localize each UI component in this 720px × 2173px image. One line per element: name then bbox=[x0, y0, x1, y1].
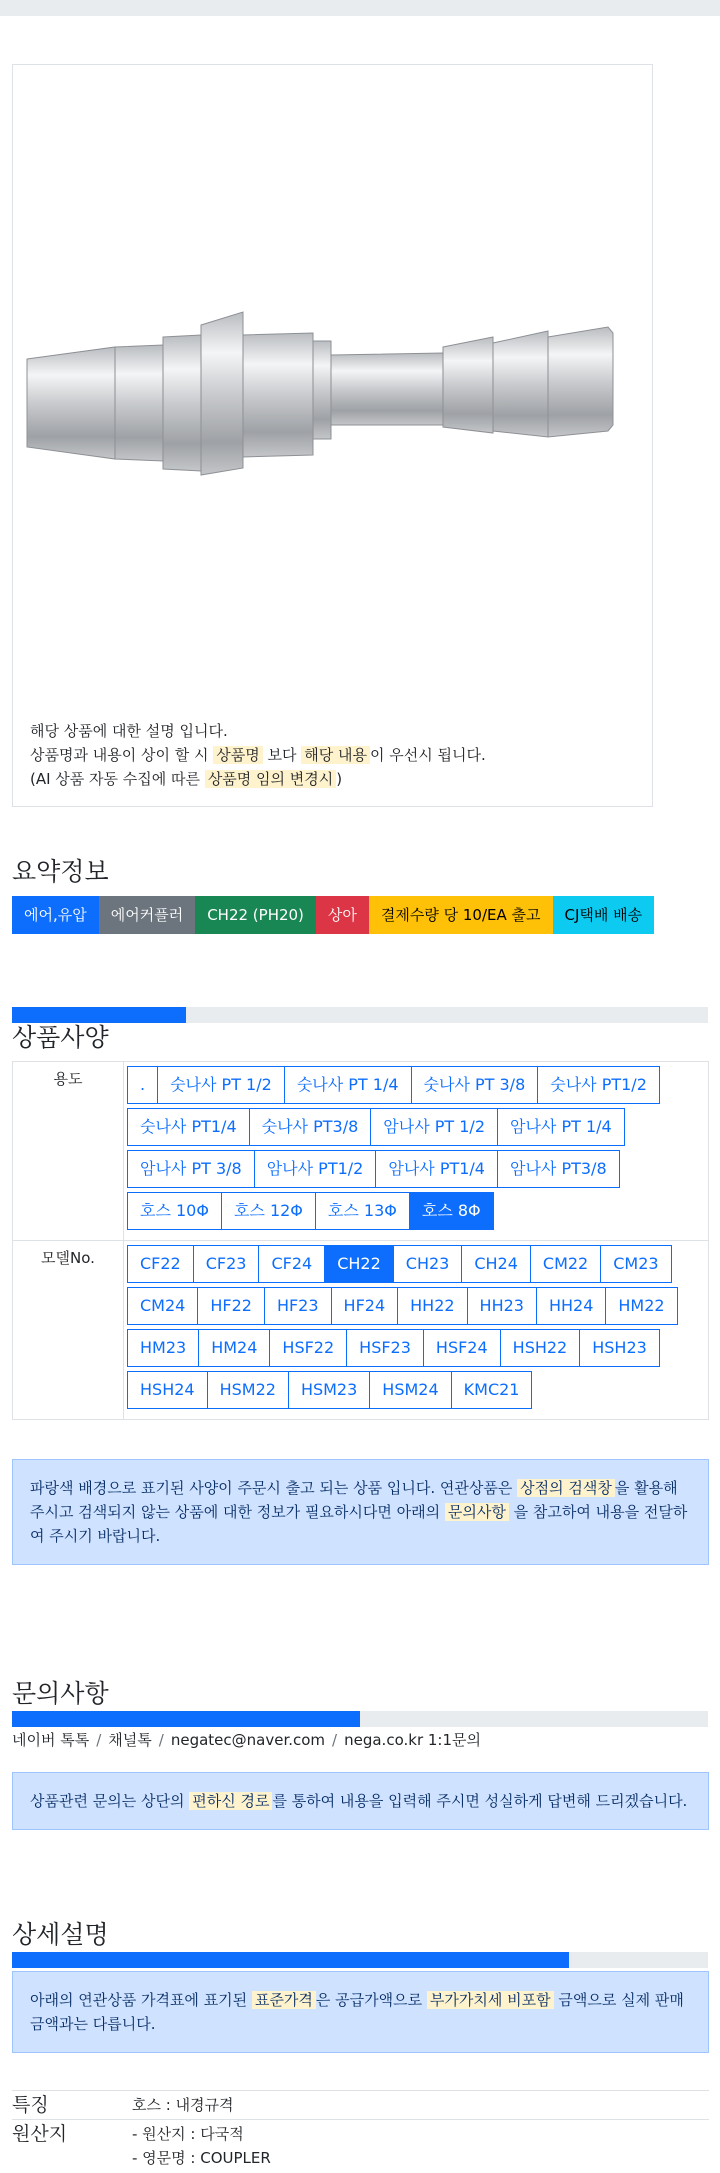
spec-option[interactable]: 숫나사 PT1/4 bbox=[127, 1108, 250, 1146]
spec-option[interactable]: HSH22 bbox=[500, 1329, 581, 1367]
spec-option[interactable]: CH24 bbox=[461, 1245, 531, 1283]
spec-option[interactable]: 숫나사 PT 1/2 bbox=[157, 1066, 285, 1104]
spec-option[interactable]: CM23 bbox=[600, 1245, 671, 1283]
inquiry-alert: 상품관련 문의는 상단의 편하신 경로 를 통하여 내용을 입력해 주시면 성실하게 답변해 드리겠습니다. bbox=[12, 1772, 709, 1830]
spec-option[interactable]: HH23 bbox=[467, 1287, 537, 1325]
spec-option[interactable]: 숫나사 PT 1/4 bbox=[284, 1066, 412, 1104]
inquiry-link[interactable]: negatec@naver.com bbox=[170, 1731, 326, 1749]
summary-heading: 요약정보 bbox=[12, 857, 109, 886]
inquiry-link[interactable]: nega.co.kr 1:1문의 bbox=[344, 1731, 481, 1749]
spec-option[interactable]: 호스 13Φ bbox=[315, 1192, 410, 1230]
spec-option[interactable]: HF23 bbox=[264, 1287, 332, 1325]
spec-option[interactable]: KMC21 bbox=[451, 1371, 533, 1409]
product-notice bbox=[30, 719, 486, 791]
link-separator: / bbox=[158, 1731, 164, 1749]
notice-line-2: 상품명과 내용이 상이 할 시 상품명 보다 해당 내용 이 우선시 됩니다. bbox=[30, 746, 486, 764]
spec-option[interactable]: HSM24 bbox=[369, 1371, 451, 1409]
summary-badges bbox=[12, 896, 654, 934]
spec-option[interactable]: HSH23 bbox=[579, 1329, 660, 1367]
spec-option[interactable]: CM22 bbox=[530, 1245, 601, 1283]
spec-table bbox=[12, 1061, 709, 1420]
link-separator: / bbox=[96, 1731, 102, 1749]
spec-option[interactable]: HSF24 bbox=[423, 1329, 501, 1367]
summary-badge: 에어,유압 bbox=[12, 896, 99, 934]
spec-option[interactable]: 호스 10Φ bbox=[127, 1192, 222, 1230]
feature-value-line: 호스 : 내경규격 bbox=[132, 2096, 234, 2114]
feature-row bbox=[12, 2119, 709, 2170]
spec-option[interactable]: HSF22 bbox=[269, 1329, 347, 1367]
summary-badge: CJ택배 배송 bbox=[553, 896, 655, 934]
spec-option[interactable]: HSH24 bbox=[127, 1371, 208, 1409]
spec-option[interactable]: CF24 bbox=[258, 1245, 325, 1283]
product-image bbox=[13, 65, 652, 705]
spec-label: 모델No. bbox=[13, 1241, 124, 1420]
inquiry-links bbox=[12, 1729, 481, 1750]
highlight-text: 해당 내용 bbox=[301, 746, 370, 764]
spec-option[interactable]: HSM22 bbox=[207, 1371, 289, 1409]
feature-row bbox=[12, 2090, 709, 2119]
highlight-text: 표준가격 bbox=[252, 1991, 316, 2009]
summary-badge: 에어커플러 bbox=[99, 896, 195, 934]
notice-line-1: 해당 상품에 대한 설명 입니다. bbox=[30, 722, 228, 740]
spec-option[interactable]: 암나사 PT 3/8 bbox=[127, 1150, 255, 1188]
feature-key: 원산지 bbox=[12, 2123, 68, 2145]
product-card bbox=[12, 64, 653, 807]
spec-option[interactable]: 암나사 PT1/4 bbox=[375, 1150, 498, 1188]
spec-progress-bar bbox=[12, 1007, 708, 1023]
spec-alert: 파랑색 배경으로 표기된 사양이 주문시 출고 되는 상품 입니다. 연관상품은 상점의 검색창 을 활용해 주시고 검색되지 않는 상품에 대한 정보가 필요하시다면 아래의 문의사항 을 참고하여 내용을 전달하여 주시기 바랍니다. bbox=[12, 1459, 709, 1565]
detail-alert: 아래의 연관상품 가격표에 표기된 표준가격 은 공급가액으로 부가가치세 비포함 금액으로 실제 판매금액과는 다릅니다. bbox=[12, 1971, 709, 2053]
spec-option[interactable]: HF22 bbox=[197, 1287, 265, 1325]
detail-progress-fill bbox=[12, 1952, 569, 1968]
usage-options bbox=[128, 1066, 708, 1234]
spec-option[interactable]: HH22 bbox=[397, 1287, 467, 1325]
spec-option[interactable]: 호스 12Φ bbox=[221, 1192, 316, 1230]
highlight-text: 상품명 bbox=[213, 746, 262, 764]
detail-heading: 상세설명 bbox=[12, 1920, 109, 1949]
detail-progress-bar bbox=[12, 1952, 708, 1968]
highlight-text: 부가가치세 비포함 bbox=[427, 1991, 554, 2009]
spec-option[interactable]: HSF23 bbox=[346, 1329, 424, 1367]
spec-option-selected[interactable]: CH22 bbox=[324, 1245, 394, 1283]
spec-option[interactable]: HH24 bbox=[536, 1287, 606, 1325]
spec-option[interactable]: 암나사 PT 1/2 bbox=[370, 1108, 498, 1146]
spec-option[interactable]: HM22 bbox=[605, 1287, 677, 1325]
spec-option-selected[interactable]: 호스 8Φ bbox=[409, 1192, 494, 1230]
spec-row-usage bbox=[13, 1062, 709, 1241]
feature-list bbox=[12, 2090, 709, 2170]
spec-option[interactable]: 암나사 PT3/8 bbox=[497, 1150, 620, 1188]
spec-label: 용도 bbox=[13, 1062, 124, 1241]
inquiry-link[interactable]: 채널톡 bbox=[108, 1731, 152, 1749]
feature-value-line: - 원산지 : 다국적 bbox=[132, 2125, 244, 2143]
spec-option[interactable]: CF23 bbox=[193, 1245, 260, 1283]
spec-option[interactable]: HSM23 bbox=[288, 1371, 370, 1409]
feature-key: 특징 bbox=[12, 2094, 49, 2116]
highlight-text: 상품명 임의 변경시 bbox=[205, 770, 336, 788]
link-separator: / bbox=[332, 1731, 338, 1749]
spec-row-model bbox=[13, 1241, 709, 1420]
spec-option[interactable]: HM23 bbox=[127, 1329, 199, 1367]
notice-line-3: (AI 상품 자동 수집에 따른 상품명 임의 변경시 ) bbox=[30, 770, 343, 788]
inquiry-link[interactable]: 네이버 톡톡 bbox=[12, 1731, 90, 1749]
summary-badge: 상아 bbox=[316, 896, 369, 934]
spec-option[interactable]: CM24 bbox=[127, 1287, 198, 1325]
feature-value bbox=[132, 2091, 234, 2119]
summary-badge: 결제수량 당 10/EA 출고 bbox=[369, 896, 553, 934]
spec-option[interactable]: HF24 bbox=[331, 1287, 399, 1325]
spec-option[interactable]: 숫나사 PT 3/8 bbox=[411, 1066, 539, 1104]
spec-option[interactable]: HM24 bbox=[198, 1329, 270, 1367]
inquiry-progress-fill bbox=[12, 1711, 360, 1727]
model-options bbox=[128, 1245, 708, 1413]
spec-option[interactable]: 숫나사 PT3/8 bbox=[249, 1108, 372, 1146]
inquiry-heading: 문의사항 bbox=[12, 1679, 109, 1708]
spec-option[interactable]: 숫나사 PT1/2 bbox=[537, 1066, 660, 1104]
highlight-text: 문의사항 bbox=[445, 1503, 509, 1521]
inquiry-progress-bar bbox=[12, 1711, 708, 1727]
spec-option[interactable]: . bbox=[127, 1066, 158, 1104]
spec-heading: 상품사양 bbox=[12, 1023, 109, 1052]
spec-option[interactable]: 암나사 PT1/2 bbox=[254, 1150, 377, 1188]
spec-option[interactable]: 암나사 PT 1/4 bbox=[497, 1108, 625, 1146]
highlight-text: 상점의 검색창 bbox=[517, 1479, 615, 1497]
spec-option[interactable]: CF22 bbox=[127, 1245, 194, 1283]
spec-option[interactable]: CH23 bbox=[393, 1245, 463, 1283]
feature-value-line: - 영문명 : COUPLER bbox=[132, 2149, 271, 2167]
top-bar bbox=[0, 0, 720, 16]
highlight-text: 편하신 경로 bbox=[189, 1792, 272, 1810]
feature-value bbox=[132, 2120, 271, 2170]
summary-badge: CH22 (PH20) bbox=[195, 896, 316, 934]
